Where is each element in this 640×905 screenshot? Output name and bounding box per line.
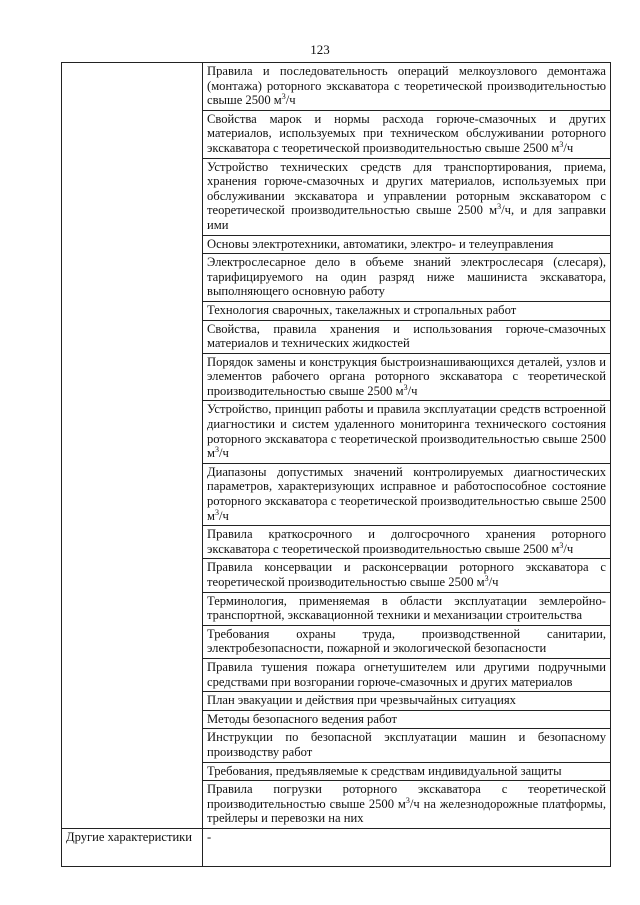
knowledge-item-text: Основы электротехники, автоматики, электро- и телеуправления [207, 236, 554, 251]
knowledge-item-text: /ч [488, 575, 499, 589]
knowledge-item [203, 625, 611, 658]
knowledge-item [203, 658, 611, 691]
knowledge-item [203, 301, 611, 320]
knowledge-item-text: Свойства, правила хранения и использования горюче-смазочных материалов и технических жидкостей [207, 321, 606, 351]
knowledge-item [203, 401, 611, 463]
knowledge-item-text: Электрослесарное дело в объеме знаний электрослесаря (слесаря), тарифицируемого на один разряд ниже машиниста экскаватора, выполняющего основную работу [207, 255, 606, 299]
unit-superscript: 3 [214, 445, 219, 455]
knowledge-item-text: /ч [218, 446, 229, 461]
knowledge-item-text: /ч [218, 508, 229, 523]
knowledge-item-text: Правила и последовательность операций мелкоузлового демонтажа (монтажа) роторного экскаватора с теоретической производительностью свыше 2500 м [207, 64, 606, 108]
unit-superscript: 3 [214, 507, 219, 517]
knowledge-item-text: Методы безопасного ведения работ [207, 711, 397, 726]
knowledge-item-text: Порядок замены и конструкция быстроизнашивающихся деталей, узлов и элементов рабочего органа роторного экскаватора с теоретической производительностью свыше 2500 м [207, 354, 606, 398]
knowledge-item-text: /ч [285, 93, 296, 108]
knowledge-item [203, 158, 611, 235]
unit-superscript: 3 [484, 573, 489, 583]
knowledge-item-text: Инструкции по безопасной эксплуатации машин и безопасному производству работ [207, 730, 606, 759]
knowledge-item [203, 692, 611, 711]
unit-superscript: 3 [403, 382, 408, 392]
unit-superscript: 3 [559, 540, 564, 550]
knowledge-item [203, 235, 611, 254]
knowledge-item-text: /ч [563, 140, 574, 155]
unit-superscript: 3 [405, 795, 410, 805]
knowledge-item [203, 559, 611, 592]
knowledge-item [203, 729, 611, 762]
knowledge-item-text: Требования, предъявляемые к средствам индивидуальной защиты [207, 763, 562, 778]
knowledge-item-text: Устройство технических средств для транспортирования, приема, хранения горюче-смазочных и других материалов, используемых при обслуживании экскаватора и управлении роторным экскаватором с теоретической производительностью свыше 2500 м [207, 159, 606, 218]
other-characteristics-label: Другие характеристики [62, 828, 203, 866]
knowledge-item [203, 63, 611, 111]
page-number: 123 [310, 42, 330, 57]
knowledge-item-text: /ч, и для заправки ими [207, 203, 606, 232]
knowledge-item-text: Правила погрузки роторного экскаватора с теоретической производительностью свыше 2500 м [207, 782, 606, 811]
knowledge-item-text: Устройство, принцип работы и правила эксплуатации средств встроенной диагностики и систем удаленного мониторинга технического состояния роторного экскаватора с теоретической производительностью свыше 2500 м [207, 402, 606, 461]
knowledge-item [203, 762, 611, 781]
knowledge-item [203, 526, 611, 559]
knowledge-item-text: /ч [563, 541, 574, 556]
knowledge-item [203, 320, 611, 353]
knowledge-item-text: Правила тушения пожара огнетушителем или другими подручными средствами при возгорании горюче-смазочных и других материалов [207, 659, 606, 689]
knowledge-item [203, 254, 611, 302]
knowledge-item-text: Правила консервации и расконсервации роторного экскаватора с теоретической производительностью свыше 2500 м [207, 560, 606, 589]
knowledge-item-text: План эвакуации и действия при чрезвычайных ситуациях [207, 693, 516, 708]
knowledge-item [203, 592, 611, 625]
knowledge-item-text: Правила краткосрочного и долгосрочного хранения роторного экскаватора с теоретической производительностью свыше 2500 м [207, 527, 606, 556]
other-characteristics-value: - [203, 828, 611, 866]
knowledge-item [203, 710, 611, 729]
knowledge-item-text: Диапазоны допустимых значений контролируемых диагностических параметров, характеризующих исправное и работоспособное состояние роторного экскаватора с теоретической производительностью свыше 2500 м [207, 464, 606, 523]
other-characteristics-row [62, 828, 611, 866]
knowledge-item [203, 353, 611, 401]
knowledge-item-text: Свойства марок и нормы расхода горюче-смазочных и других материалов, используемых при техническом обслуживании роторного экскаватора с теоретической производительностью свыше 2500 м [207, 111, 606, 155]
unit-superscript: 3 [497, 202, 502, 212]
requirements-table [61, 62, 611, 867]
unit-superscript: 3 [281, 92, 286, 101]
knowledge-item-text: Требования охраны труда, производственной санитарии, электробезопасности, пожарной и экологической безопасности [207, 626, 606, 656]
knowledge-label-cell [62, 63, 203, 829]
knowledge-item [203, 463, 611, 525]
knowledge-item-text: /ч [407, 383, 418, 398]
knowledge-item-text: Технология сварочных, такелажных и стропальных работ [207, 302, 517, 317]
unit-superscript: 3 [559, 139, 564, 149]
knowledge-item-text: Терминология, применяемая в области эксплуатации землеройно-транспортной, экскавационной техники и механизации строительства [207, 593, 606, 623]
knowledge-item-text: /ч на железнодорожные платформы, трейлеры и перевозки на них [207, 796, 606, 826]
knowledge-item [203, 781, 611, 829]
requirements-table-body [62, 63, 611, 867]
knowledge-item [203, 110, 611, 158]
table-row [62, 63, 611, 111]
